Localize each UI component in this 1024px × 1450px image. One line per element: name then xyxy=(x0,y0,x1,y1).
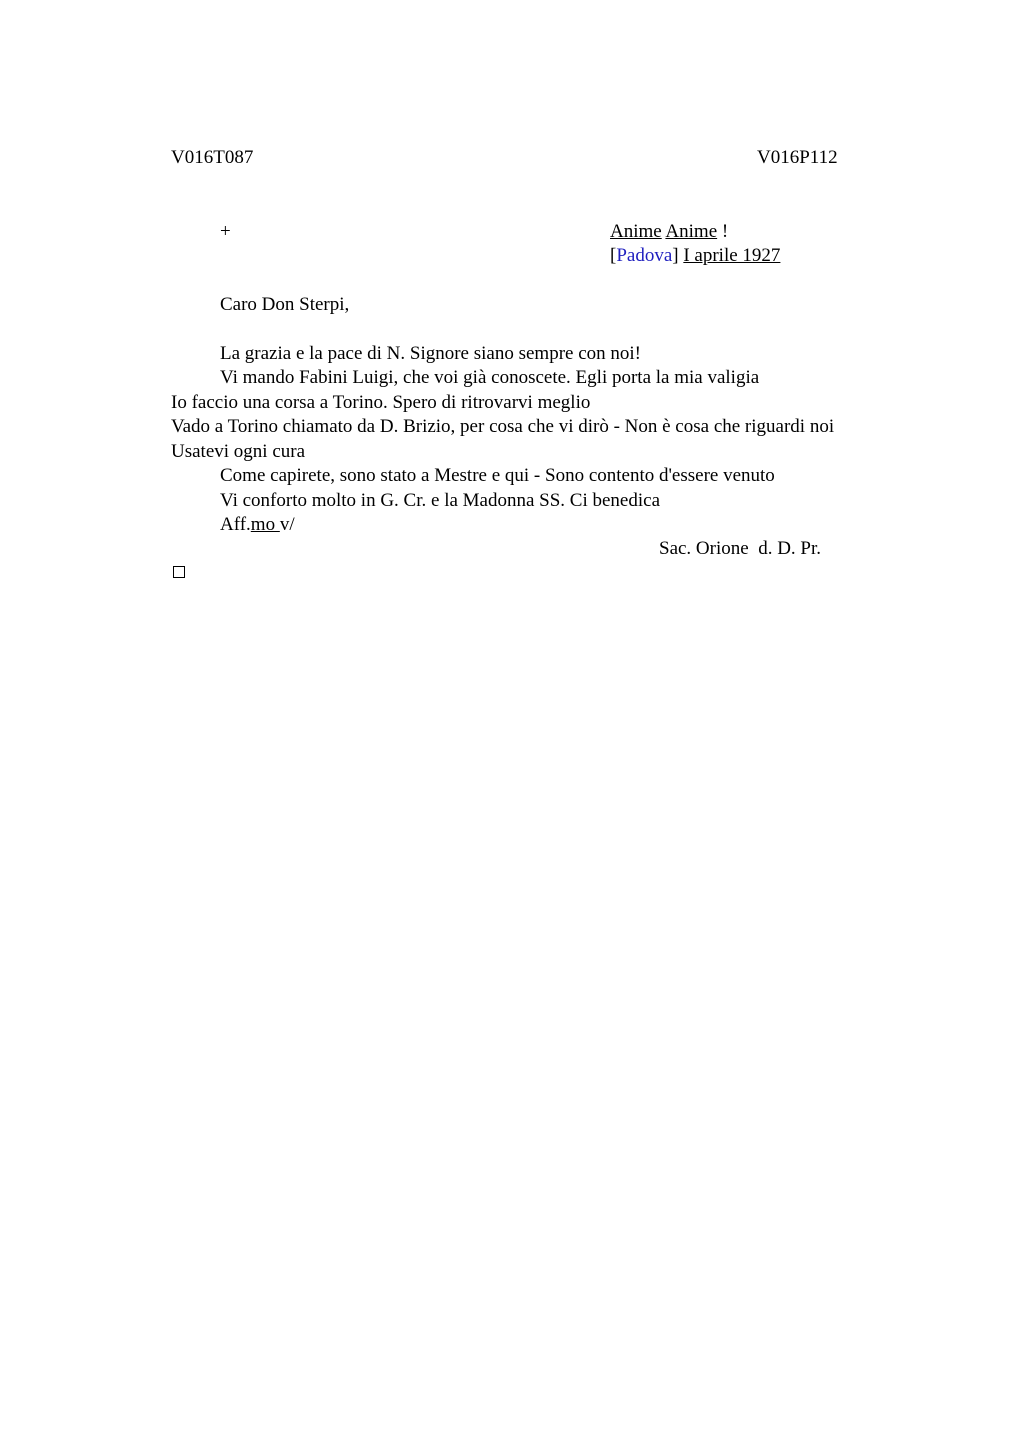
closing-mo: mo xyxy=(250,514,280,535)
salutation: Caro Don Sterpi, xyxy=(220,294,350,315)
dateline-close-bracket: ] xyxy=(672,245,684,266)
motto xyxy=(610,220,728,244)
signature: Sac. Orione d. D. Pr. xyxy=(659,538,822,559)
dateline xyxy=(610,244,780,268)
dateline-open-bracket: [ xyxy=(610,245,617,266)
motto-exclamation: ! xyxy=(717,221,729,242)
dateline-place: Padova xyxy=(616,245,673,266)
right-doc-code: V016P112 xyxy=(757,147,838,168)
motto-anime-1: Anime xyxy=(610,221,662,242)
body-line: Come capirete, sono stato a Mestre e qui - Sono contento d'essere venuto xyxy=(220,465,775,486)
body-line: Vi mando Fabini Luigi, che voi già conoscete. Egli porta la mia valigia xyxy=(220,367,760,388)
cross-mark: + xyxy=(220,221,231,242)
dateline-date: I aprile 1927 xyxy=(683,245,781,266)
closing-v: v/ xyxy=(279,514,295,535)
end-marker-square-icon xyxy=(173,566,185,578)
body-line: Vado a Torino chiamato da D. Brizio, per cosa che vi dirò - Non è cosa che riguardi noi xyxy=(171,416,835,437)
closing xyxy=(220,513,295,537)
body-line: Io faccio una corsa a Torino. Spero di ritrovarvi meglio xyxy=(171,392,591,413)
closing-aff: Aff. xyxy=(220,514,251,535)
left-doc-code: V016T087 xyxy=(171,147,254,168)
motto-anime-2: Anime xyxy=(665,221,718,242)
body-line: La grazia e la pace di N. Signore siano sempre con noi! xyxy=(220,343,642,364)
body-line: Usatevi ogni cura xyxy=(171,441,306,462)
body-line: Vi conforto molto in G. Cr. e la Madonna SS. Ci benedica xyxy=(220,490,661,511)
